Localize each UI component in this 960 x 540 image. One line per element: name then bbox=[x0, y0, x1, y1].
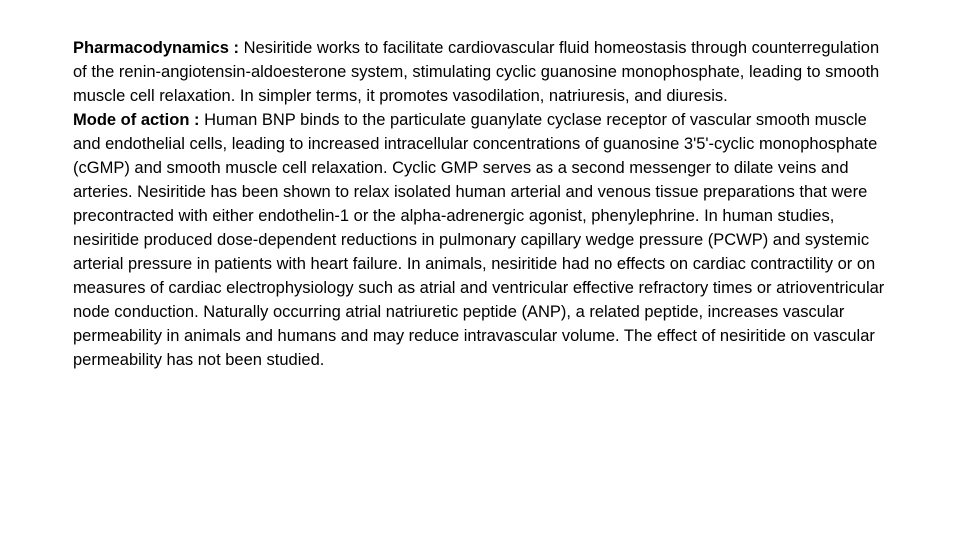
pharmacodynamics-text: Nesiritide works to facilitate cardiovascular fluid homeostasis through counterregulation of the renin-angiotensin-aldoesterone system, stimulating cyclic guanosine monophosphate, leading to smooth muscle cell relaxation. In simpler terms, it promotes vasodilation, natriuresis, and diuresis. bbox=[73, 39, 880, 105]
pharmacodynamics-label: Pharmacodynamics : bbox=[73, 39, 239, 57]
mode-of-action-paragraph bbox=[73, 108, 888, 372]
mode-of-action-label: Mode of action : bbox=[73, 111, 200, 129]
text-body bbox=[73, 36, 888, 372]
pharmacodynamics-paragraph bbox=[73, 36, 888, 108]
mode-of-action-text: Human BNP binds to the particulate guanylate cyclase receptor of vascular smooth muscle and endothelial cells, leading to increased intracellular concentrations of guanosine 3'5'-cyclic monophosphate (cGMP) and smooth muscle cell relaxation. Cyclic GMP serves as a second messenger to dilate veins and arteries. Nesiritide has been shown to relax isolated human arterial and venous tissue preparations that were precontracted with either endothelin-1 or the alpha-adrenergic agonist, phenylephrine. In human studies, nesiritide produced dose-dependent reductions in pulmonary capillary wedge pressure (PCWP) and systemic arterial pressure in patients with heart failure. In animals, nesiritide had no effects on cardiac contractility or on measures of cardiac electrophysiology such as atrial and ventricular effective refractory times or atrioventricular node conduction. Naturally occurring atrial natriuretic peptide (ANP), a related peptide, increases vascular permeability in animals and humans and may reduce intravascular volume. The effect of nesiritide on vascular permeability has not been studied. bbox=[73, 111, 885, 369]
